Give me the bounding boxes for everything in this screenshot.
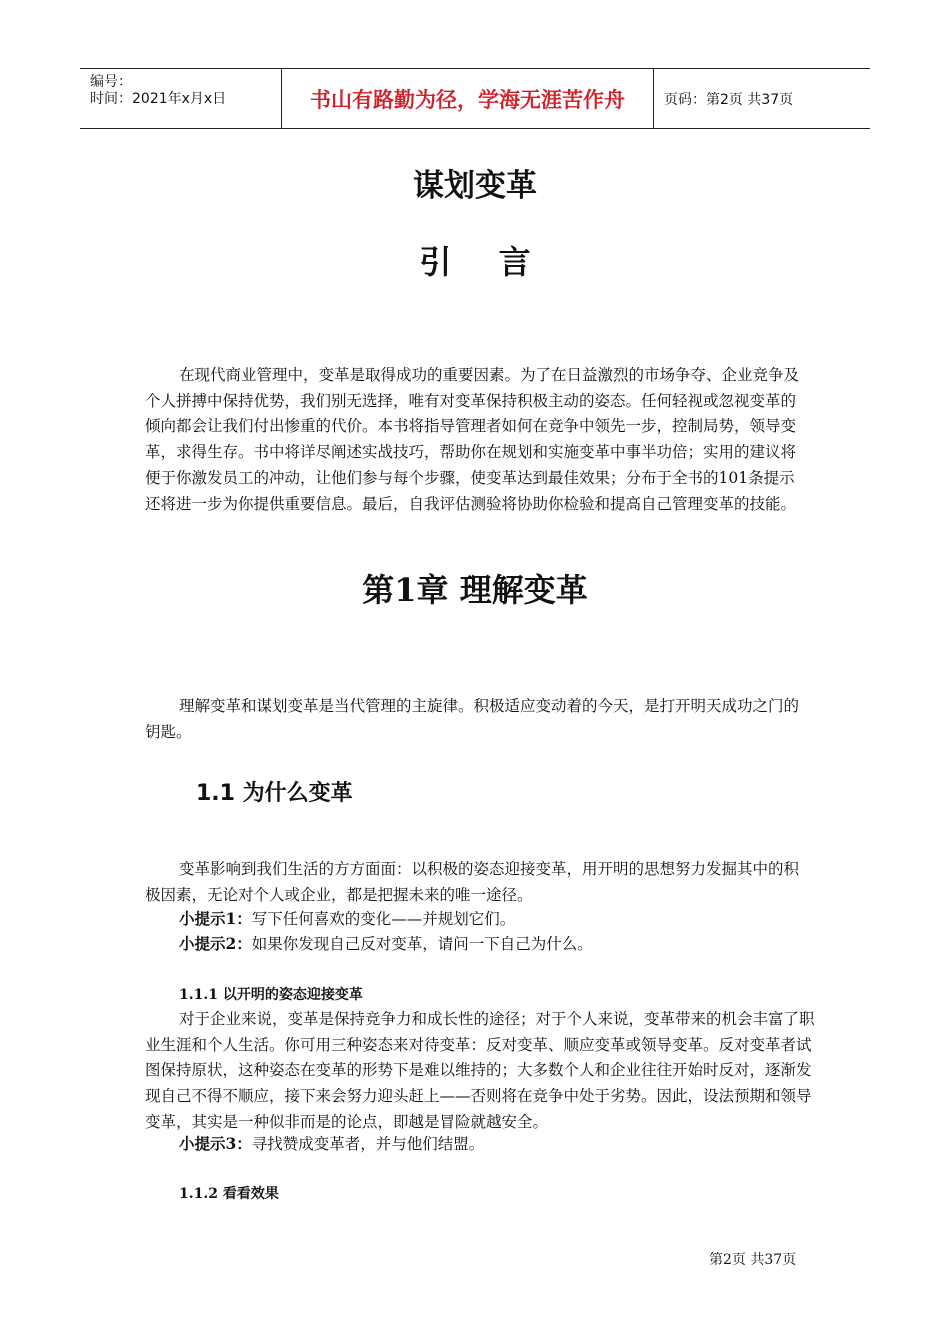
header-meta-cell: [80, 69, 281, 128]
chapter1-paragraph: 理解变革和谋划变革是当代管理的主旋律。积极适应变动着的今天，是打开明天成功之门的钥匙。: [145, 697, 800, 741]
footer-page-number: 第2页 共37页: [709, 1252, 797, 1268]
tip-1-text: 写下任何喜欢的变化——并规划它们。: [251, 910, 516, 928]
document-header-table: [80, 68, 870, 129]
tip-2-text: 如果你发现自己反对变革，请问一下自己为什么。: [251, 935, 593, 953]
section-1-1-1-paragraph: 对于企业来说，变革是保持竞争力和成长性的途径；对于个人来说，变革带来的机会丰富了职业生涯和个人生活。你可用三种姿态来对待变革：反对变革、顺应变革或领导变革。反对变革者试图保持原状，这种姿态在变革的形势下是难以维持的；大多数个人和企业往往开始时反对，逐渐发现自己不得不顺应，接下来会努力迎头赶上——否则将在竞争中处于劣势。因此，设法预期和领导变革，其实是一种似非而是的论点，即越是冒险就越安全。: [145, 1010, 815, 1131]
document-title: 谋划变革: [413, 168, 537, 204]
header-motto: 书山有路勤为径，学海无涯苦作舟: [281, 69, 654, 128]
section-1-1-paragraph: 变革影响到我们生活的方方面面：以积极的姿态迎接变革，用开明的思想努力发掘其中的积极因素，无论对个人或企业，都是把握未来的唯一途径。: [145, 860, 800, 904]
chapter1-heading: 第1章 理解变革: [362, 571, 588, 609]
tip-1: [179, 906, 515, 932]
time-label: 时间：2021年x月x日: [90, 91, 227, 107]
tip-3-label: 小提示3：: [179, 1134, 252, 1153]
intro-heading: 引 言: [419, 243, 549, 281]
header-page-info: 页码：第2页 共37页: [664, 91, 794, 108]
intro-paragraph: 在现代商业管理中，变革是取得成功的重要因素。为了在日益激烈的市场争夺、企业竞争及个人拼搏中保持优势，我们别无选择，唯有对变革保持积极主动的姿态。任何轻视或忽视变革的倾向都会让我们付出惨重的代价。本书将指导管理者如何在竞争中领先一步，控制局势，领导变革，求得生存。书中将详尽阐述实战技巧，帮助你在规划和实施变革中事半功倍；实用的建议将便于你激发员工的冲动，让他们参与每个步骤，使变革达到最佳效果；分布于全书的101条提示还将进一步为你提供重要信息。最后，自我评估测验将协助你检验和提高自己管理变革的技能。: [145, 366, 800, 513]
section-1-1-1-heading: 1.1.1 以开明的姿态迎接变革: [179, 987, 363, 1003]
number-label: 编号：: [90, 74, 132, 90]
tip-2-label: 小提示2：: [179, 934, 252, 953]
section-1-1-2-heading: 1.1.2 看看效果: [179, 1186, 279, 1202]
tip-3-text: 寻找赞成变革者，并与他们结盟。: [251, 1135, 485, 1153]
section-1-1-heading: 1.1 为什么变革: [196, 781, 353, 806]
tip-2: [179, 931, 593, 957]
tip-1-label: 小提示1：: [179, 909, 252, 928]
tip-3: [179, 1131, 484, 1157]
